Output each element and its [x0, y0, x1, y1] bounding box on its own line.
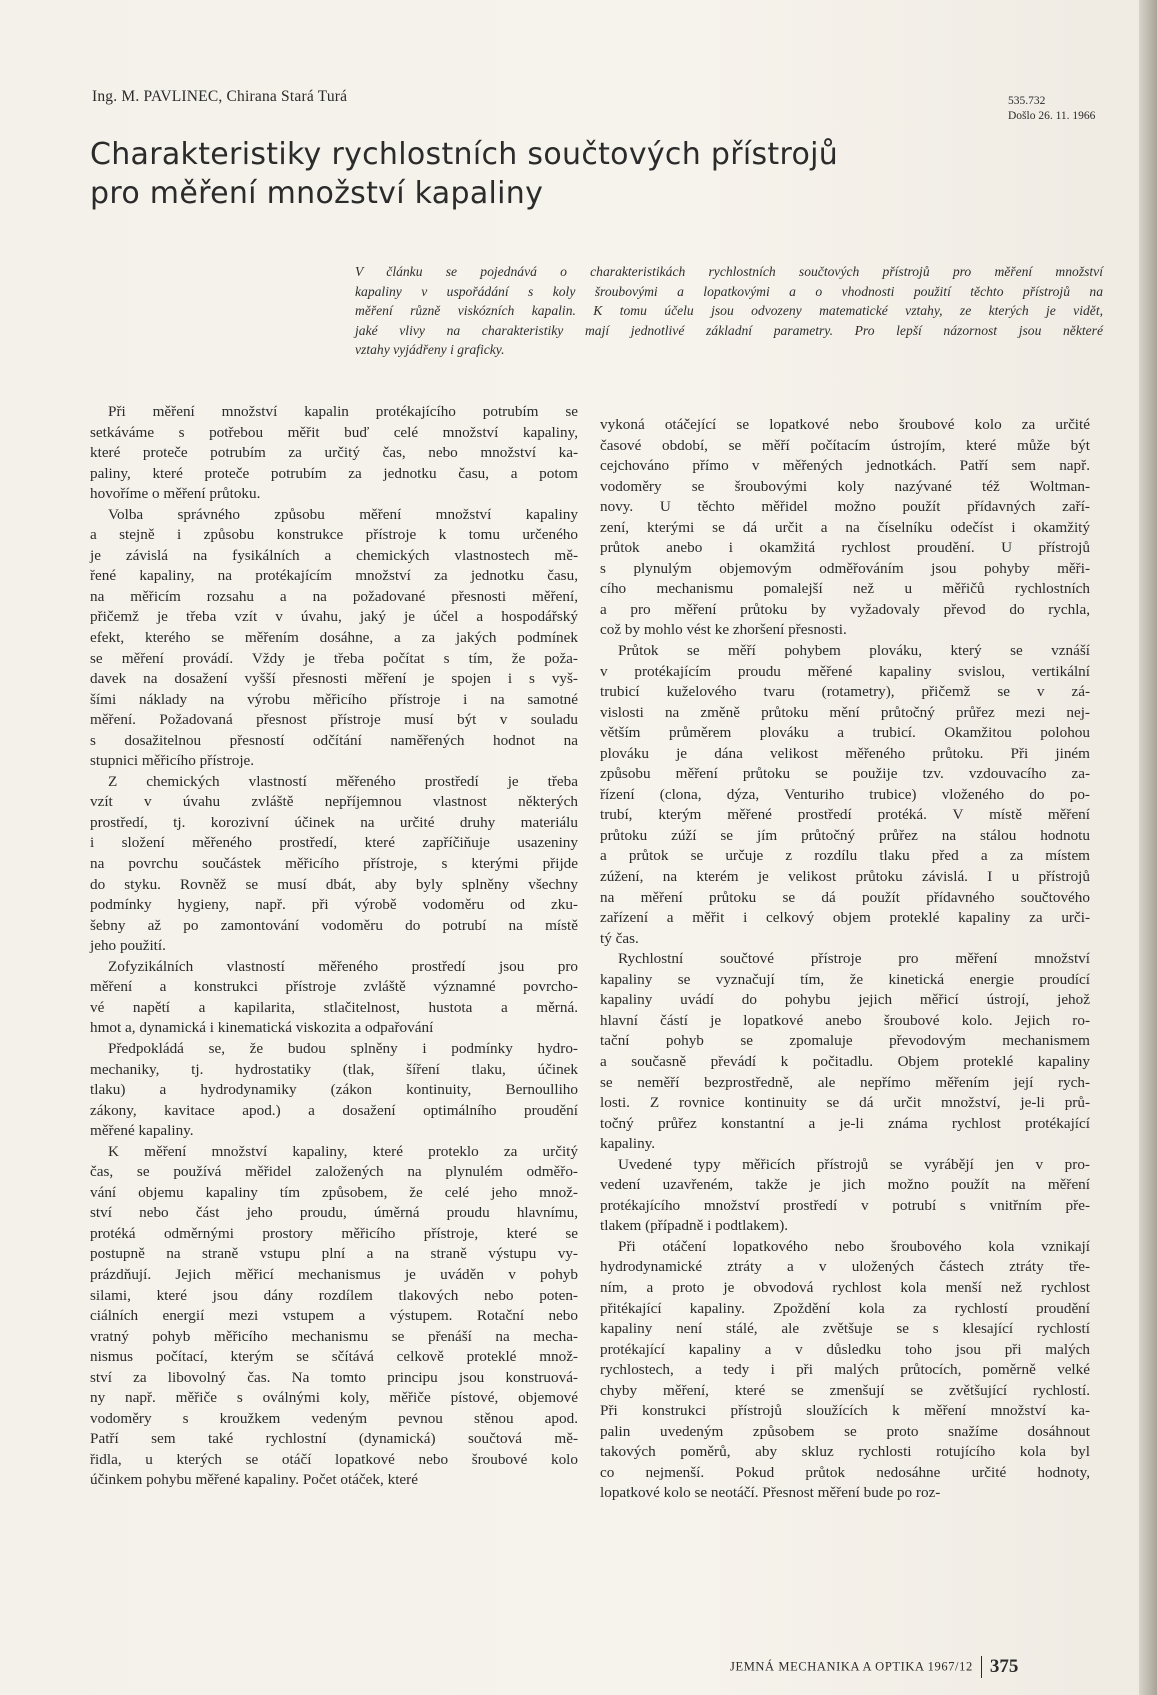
text-line: a průtok se určuje z rozdílu tlaku před a za místem [600, 847, 1090, 865]
text-line: tý čas. [600, 929, 639, 947]
text-line: účinkem pohybu měřené kapaliny. Počet otáček, které [90, 1471, 418, 1489]
text-line: tlaku) a hydrodynamiky (zákon kontinuity, Bernoulliho [90, 1081, 578, 1099]
footer-divider [981, 1656, 982, 1678]
text-line: do styku. Rovněž se musí dbát, aby byly splněny všechny [90, 875, 578, 893]
text-line: Rychlostní součtové přístroje pro měření množství [618, 950, 1090, 968]
text-line: přitékající kapaliny. Zpoždění kola za rychlostí proudění [600, 1299, 1090, 1317]
text-line: s dosažitelnou přesností odčítání naměřených hodnot na [90, 731, 578, 749]
text-line: chyby měření, které se zmenšují se zvětšující rychlostí. [600, 1381, 1090, 1399]
text-line: K měření množství kapaliny, které proteklo za určitý [108, 1142, 578, 1160]
text-line: v protékajícím proudu měřené kapaliny svislou, vertikální [600, 662, 1090, 680]
journal-name: JEMNÁ MECHANIKA A OPTIKA 1967/12 [730, 1659, 973, 1674]
text-line: Při konstrukci přístrojů sloužících k měření množství ka- [600, 1402, 1090, 1420]
text-line: zařízení a měřit i celkový objem proteklé kapaliny za urči- [600, 909, 1090, 927]
paragraph [90, 1039, 578, 1142]
text-line: zúžení, na kterém je velikost průtoku závislá. I u přístrojů [600, 868, 1090, 886]
text-line: průtok anebo i okamžitá rychlost proudění. U přístrojů [600, 539, 1090, 557]
text-line: vratný pohyb měřicího mechanismu se přenáší na mecha- [90, 1327, 578, 1345]
text-line: losti. Z rovnice kontinuity se dá určit množství, je-li prů- [600, 1094, 1090, 1112]
text-line: a stejně i způsobu konstrukce přístroje k tomu určeného [90, 526, 578, 544]
text-line: s plynulým objemovým odměřováním jsou pohyby měři- [600, 559, 1090, 577]
text-line: postupně na straně vstupu plní a na straně výstupu vy- [90, 1245, 578, 1263]
article-meta [1008, 94, 1098, 124]
text-line: tační pohyb se zpomaluje převodovým mechanismem [600, 1032, 1090, 1050]
body-column-left [90, 402, 578, 1491]
text-line: vzít v úvahu zvláště nepříjemnou vlastnost některých [90, 793, 578, 811]
text-line: měření. Požadovaná přesnost přístroje musí být v souladu [90, 711, 578, 729]
text-line: se neměří bezprostředně, ale nepřímo měřením její rych- [600, 1073, 1090, 1091]
text-line: silami, které jsou dány rozdílem tlakových nebo poten- [90, 1286, 578, 1304]
text-line: časové období, se měří počítacím ústrojím, které může být [600, 436, 1090, 454]
text-line: je závislá na fysikálních a chemických vlastnostech mě- [90, 546, 578, 564]
text-line: setkáváme s potřebou měřit buď celé množství kapaliny, [90, 423, 578, 441]
paragraph [600, 1155, 1090, 1237]
article-title [90, 135, 950, 213]
text-line: vedení uzavřeném, takže je jich možno použít na měření [600, 1176, 1090, 1194]
text-line: trubicí kuželového tvaru (rotametry), přičemž se v zá- [600, 683, 1090, 701]
paragraph [90, 402, 578, 505]
text-line: vislosti na změně průtoku mění průtočný průřez mezi nej- [600, 703, 1090, 721]
text-line: ním, a proto je obvodová rychlost kola menší než rychlost [600, 1278, 1090, 1296]
text-line: a pro měření průtoku by vyžadovaly převod do rychla, [600, 600, 1090, 618]
text-line: rychlostech, a tedy i při malých průtocích, poměrně velké [600, 1361, 1090, 1379]
text-line: Při otáčení lopatkového nebo šroubového kola vznikají [618, 1237, 1090, 1255]
text-line: šebny až po zamontování vodoměru do potrubí na místě [90, 916, 578, 934]
text-line: řené kapaliny, na protékajícím množství za jednotku času, [90, 567, 578, 585]
abstract-line: vztahy vyjádřeny i graficky. [355, 342, 505, 358]
text-line: točný průřez konstantní a je-li známa rychlost protékající [600, 1114, 1090, 1132]
text-line: vání objemu kapaliny tím způsobem, že celé jeho množ- [90, 1183, 578, 1201]
text-line: podmínky hygieny, např. při výrobě vodoměru od zku- [90, 896, 578, 914]
paragraph [90, 505, 578, 772]
text-line: Předpokládá se, že budou splněny i podmínky hydro- [108, 1039, 578, 1057]
paragraph [600, 1237, 1090, 1504]
title-line: pro měření množství kapaliny [90, 176, 544, 211]
text-line: vodoměry se šroubovými koly nazývané též Woltman- [600, 477, 1090, 495]
text-line: trubí, kterým měřené prostředí protéká. V místě měření [600, 806, 1090, 824]
text-line: Patří sem také rychlostní (dynamická) součtová mě- [90, 1430, 578, 1448]
text-line: vykoná otáčející se lopatkové nebo šroubové kolo za určité [600, 416, 1090, 433]
abstract-line: kapaliny v uspořádání s koly šroubovými a lopatkovými a o vhodnosti použití těchto přístrojů na [355, 283, 1103, 299]
text-line: takových poměrů, aby skluz rychlosti rotujícího kola byl [600, 1443, 1090, 1461]
paragraph [600, 415, 1090, 641]
text-line: řidla, u kterých se otáčí lopatkové nebo šroubové kolo [90, 1450, 578, 1468]
text-line: co nejmenší. Pokud průtok nedosáhne určité hodnoty, [600, 1463, 1090, 1481]
abstract-line: V článku se pojednává o charakteristikách rychlostních součtových přístrojů pro měření množství [355, 264, 1103, 279]
text-line: mechaniky, tj. hydrostatiky (tlak, šíření tlaku, účinek [90, 1060, 578, 1078]
text-line: davek na dosažení vyšší přesnosti měření je spojen i s vyš- [90, 670, 578, 688]
text-line: Volba správného způsobu měření množství kapaliny [108, 505, 578, 523]
text-line: měřené kapaliny. [90, 1122, 194, 1140]
text-line: zení, kterými se dá určit a na číselníku odečíst i okamžitý [600, 518, 1090, 536]
title-line: Charakteristiky rychlostních součtových přístrojů [90, 137, 839, 172]
text-line: hovoříme o měření průtoku. [90, 485, 261, 503]
page-footer [730, 1656, 1018, 1678]
body-column-right [600, 415, 1090, 1504]
text-line: protékající kapaliny a v důsledku toho jsou při malých [600, 1340, 1090, 1358]
text-line: se měření provádí. Vždy je třeba počítat s tím, že poža- [90, 649, 578, 667]
text-line: efekt, kterého se měřením dosáhne, a za jakých podmínek [90, 629, 578, 647]
text-line: jeho použití. [90, 937, 166, 955]
text-line: paliny, které proteče potrubím za jednotku času, a potom [90, 464, 578, 482]
text-line: řízení (clona, dýza, Venturiho trubice) vloženého do po- [600, 785, 1090, 803]
text-line: Uvedené typy měřicích přístrojů se vyrábějí jen v pro- [618, 1155, 1090, 1173]
text-line: a současně převádí k počitadlu. Objem proteklé kapaliny [600, 1052, 1090, 1070]
text-line: i složení měřeného prostředí, které zapříčiňuje usazeniny [90, 834, 578, 852]
text-line: kapaliny se vyznačují tím, že kinetická energie proudící [600, 970, 1090, 988]
text-line: protéká odměrnými prostory měřicího přístroje, které se [90, 1224, 578, 1242]
text-line: Zofyzikálních vlastností měřeného prostředí jsou pro [108, 957, 578, 975]
text-line: hlavní částí je lopatkové anebo šroubové kolo. Jejich ro- [600, 1011, 1090, 1029]
text-line: hydrodynamické ztráty a v uložených částech ztráty tře- [600, 1258, 1090, 1276]
text-line: způsobu měření průtoku se použije tzv. vzdouvacího za- [600, 765, 1090, 783]
text-line: přičemž je třeba vzít v úvahu, jaký je účel a hospodářský [90, 608, 578, 626]
text-line: které proteče potrubím za určitý čas, nebo množství ka- [90, 444, 578, 462]
paragraph [90, 957, 578, 1039]
text-line: větším průměrem plováku a trubicí. Okamžitou polohou [600, 724, 1090, 742]
text-line: kapaliny. [600, 1135, 656, 1153]
paragraph [600, 949, 1090, 1154]
text-line: zákony, kavitace apod.) a dosažení optimálního proudění [90, 1101, 578, 1119]
text-line: ny např. měřiče s oválnými koly, měřiče pístové, objemové [90, 1389, 578, 1407]
text-line: ství nebo část jeho proudu, úměrná proudu hlavnímu, [90, 1204, 578, 1222]
text-line: kapaliny není stálé, ale zvětšuje se s klesající rychlostí [600, 1320, 1090, 1338]
text-line: cího mechanismu pomalejší než u měřičů rychlostních [600, 580, 1090, 598]
text-line: Průtok se měří pohybem plováku, který se vznáší [618, 642, 1090, 660]
text-line: ciálních energií mezi vstupem a výstupem. Rotační nebo [90, 1307, 578, 1325]
text-line: plováku je dána velikost měřeného průtoku. Při jiném [600, 744, 1090, 762]
text-line: stupnici měřicího přístroje. [90, 752, 255, 770]
text-line: nismus počítací, kterým se sčítává celkově proteklé množ- [90, 1348, 578, 1366]
author-line: Ing. M. PAVLINEC, Chirana Stará Turá [92, 88, 348, 105]
text-line: měření a konstrukci přístroje zvláště významné povrcho- [90, 978, 578, 996]
abstract-line: jaké vlivy na charakteristiky mají jednotlivé základní parametry. Pro lepší názornost jsou některé [355, 322, 1103, 338]
text-line: na měřicím rozsahu a na požadované přesnosti měření, [90, 587, 578, 605]
text-line: prostředí, tj. korozivní účinek na určité druhy materiálu [90, 813, 578, 831]
paragraph [90, 772, 578, 957]
text-line: cejchováno přímo v měřených jednotkách. Patří sem např. [600, 457, 1090, 475]
text-line: protékajícího množství prostředí v potrubí s vnitřním pře- [600, 1196, 1090, 1214]
text-line: vodoměry s kroužkem vedeným pevnou stěnou apod. [90, 1409, 578, 1427]
text-line: kapaliny uvádí do pohybu jejich měřicí ústrojí, jehož [600, 991, 1090, 1009]
text-line: Z chemických vlastností měřeného prostředí je třeba [108, 772, 578, 790]
text-line: tlakem (případně i podtlakem). [600, 1217, 789, 1235]
text-line: novy. U těchto měřidel možno použít přídavných zaří- [600, 498, 1090, 516]
text-line: hmot a, dynamická i kinematická viskozita a odpařování [90, 1019, 434, 1037]
page-number: 375 [989, 1656, 1019, 1677]
text-line: průtoku zúží se jím průtočný průřez na stálou hodnotu [600, 826, 1090, 844]
abstract [355, 262, 1103, 360]
paragraph [90, 1142, 578, 1491]
text-line: šími náklady na výrobu měřicího přístroje i na samotné [90, 690, 578, 708]
text-line: čas, se používá měřidel založených na plynulém odměřo- [90, 1163, 578, 1181]
text-line: palin uvedeným způsobem se proto snažíme dosáhnout [600, 1422, 1090, 1440]
text-line: lopatkové kolo se neotáčí. Přesnost měření bude po roz- [600, 1484, 941, 1502]
text-line: ství za libovolný čas. Na tomto principu jsou konstruová- [90, 1368, 578, 1386]
abstract-line: měření různě viskózních kapalin. K tomu účelu jsou odvozeny matematické vztahy, ze kterých je vidět, [355, 303, 1103, 319]
text-line: což by mohlo vést ke zhoršení přesnosti. [600, 621, 847, 639]
text-line: prázdňují. Jejich měřicí mechanismus je uváděn v pohyb [90, 1265, 578, 1283]
received-date: Došlo 26. 11. 1966 [1008, 110, 1096, 122]
classification-code: 535.732 [1008, 95, 1046, 107]
page-edge-shadow [1139, 0, 1157, 1695]
text-line: vé napětí a kapilarita, stlačitelnost, hustota a měrná. [90, 998, 578, 1016]
paragraph [600, 641, 1090, 949]
text-line: na povrchu součástek měřicího přístroje, s kterými přijde [90, 855, 578, 873]
text-line: Při měření množství kapalin protékajícího potrubím se [108, 403, 578, 420]
text-line: na měření průtoku se dá použít přídavného součtového [600, 888, 1090, 906]
